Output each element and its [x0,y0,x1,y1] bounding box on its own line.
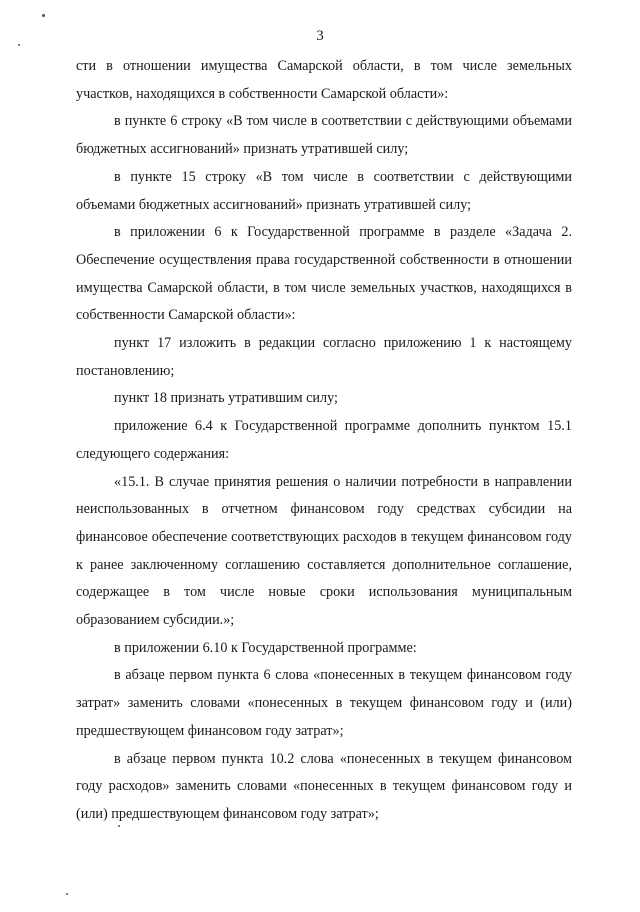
paragraph-8: «15.1. В случае принятия решения о наличии потребности в направлении неиспользованных в отчетном финансовом году средствах субсидии на финансовое обеспечение соответствующих расходов в текущем финансовом году к ранее заключенному соглашению составляется дополнительное соглашение, содержащее в том числе новые сроки использования муниципальным образованием субсидии.»; [76,473,572,629]
page-number: 3 [316,28,324,44]
scan-speck [18,44,20,46]
scan-speck [42,14,45,17]
paragraph-4: в приложении 6 к Государственной программе в разделе «Задача 2. Обеспечение осуществления права государственной собственности в отношении имущества Самарской области, в том числе земельных участков, находящихся в собственности Самарской области»: [76,224,572,324]
paragraph-2: в пункте 6 строку «В том числе в соответствии с действующими объемами бюджетных ассигнований» признать утратившей силу; [76,113,572,158]
scan-speck [118,825,120,827]
paragraph-5: пункт 17 изложить в редакции согласно приложению 1 к настоящему постановлению; [76,335,572,379]
paragraph-9: в приложении 6.10 к Государственной программе: [114,639,417,656]
paragraph-3: в пункте 15 строку «В том числе в соответствии с действующими объемами бюджетных ассигнований» признать утратившей силу; [76,168,572,213]
paragraph-7: приложение 6.4 к Государственной программе дополнить пунктом 15.1 следующего содержания: [76,418,572,462]
paragraph-11: в абзаце первом пункта 10.2 слова «понесенных в текущем финансовом году расходов» заменить словами «понесенных в текущем финансовом году и (или) предшествующем финансовом году затрат»; [76,750,572,822]
document-body [76,53,572,829]
paragraph-1: сти в отношении имущества Самарской области, в том числе земельных участков, находящихся в собственности Самарской области»: [76,58,572,102]
paragraph-10: в абзаце первом пункта 6 слова «понесенных в текущем финансовом году затрат» заменить словами «понесенных в текущем финансовом году и (или) предшествующем финансовом году затрат»; [76,667,572,739]
paragraph-6: пункт 18 признать утратившим силу; [114,390,338,407]
scan-speck [66,893,68,895]
